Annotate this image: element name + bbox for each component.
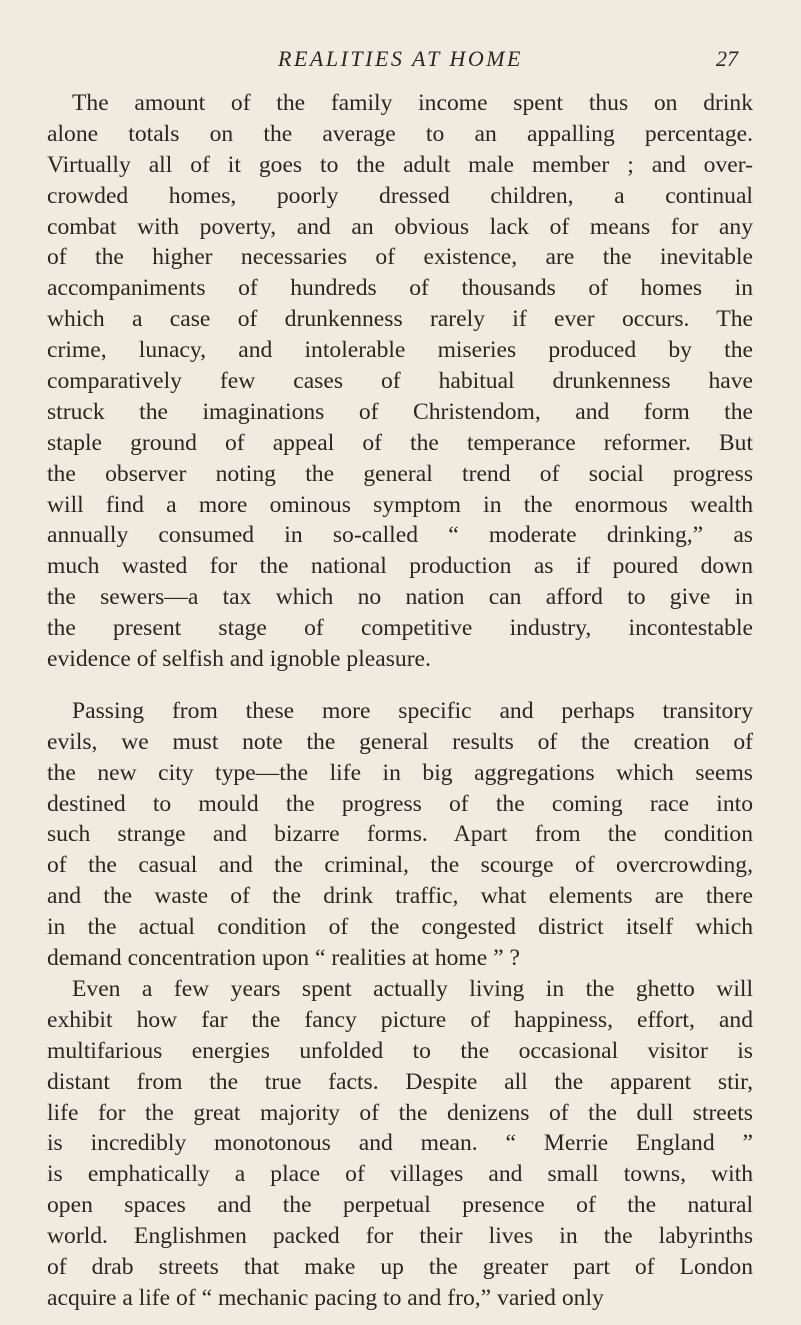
text-line: the sewers—a tax which no nation can afford to give in	[47, 584, 753, 611]
page-number: 27	[716, 46, 738, 71]
text-line: the present stage of competitive industry, incontestable	[47, 615, 753, 642]
text-line: annually consumed in so-called “ moderate drinking,” as	[47, 522, 753, 549]
text-line: world. Englishmen packed for their lives in the labyrinths	[47, 1223, 753, 1250]
text-line: multifarious energies unfolded to the occasional visitor is	[47, 1037, 753, 1064]
paragraph	[47, 88, 753, 675]
text-line: is emphatically a place of villages and small towns, with	[47, 1161, 753, 1188]
text-line: crowded homes, poorly dressed children, a continual	[47, 182, 753, 209]
text-line: accompaniments of hundreds of thousands of homes in	[47, 275, 753, 302]
text-line: of the higher necessaries of existence, are the inevitable	[47, 244, 753, 271]
text-line: of the casual and the criminal, the scourge of overcrowding,	[47, 852, 753, 879]
text-line: evils, we must note the general results of the creation of	[47, 728, 753, 755]
running-head	[0, 44, 801, 74]
text-line: distant from the true facts. Despite all the apparent stir,	[47, 1068, 753, 1095]
text-line: much wasted for the national production as if poured down	[47, 553, 753, 580]
text-line: and the waste of the drink traffic, what elements are there	[47, 883, 753, 910]
running-title: REALITIES AT HOME	[278, 46, 523, 71]
text-line: acquire a life of “ mechanic pacing to and fro,” varied only	[47, 1284, 604, 1311]
text-line: the observer noting the general trend of social progress	[47, 460, 753, 487]
text-line: exhibit how far the fancy picture of happiness, effort, and	[47, 1006, 753, 1033]
text-line: struck the imaginations of Christendom, and form the	[47, 398, 753, 425]
text-line: demand concentration upon “ realities at home ” ?	[47, 945, 520, 972]
text-line: Even a few years spent actually living in the ghetto will	[72, 975, 753, 1002]
text-line: such strange and bizarre forms. Apart from the condition	[47, 821, 753, 848]
text-line: will find a more ominous symptom in the enormous wealth	[47, 491, 753, 518]
text-line: The amount of the family income spent thus on drink	[72, 90, 753, 116]
text-line: alone totals on the average to an appalling percentage.	[47, 120, 753, 147]
text-line: is incredibly monotonous and mean. “ Merrie England ”	[47, 1130, 753, 1157]
text-line: destined to mould the progress of the coming race into	[47, 790, 753, 817]
text-line: of drab streets that make up the greater part of London	[47, 1253, 753, 1280]
text-line: combat with poverty, and an obvious lack of means for any	[47, 213, 753, 240]
text-line: crime, lunacy, and intolerable miseries produced by the	[47, 337, 753, 364]
text-line: staple ground of appeal of the temperance reformer. But	[47, 429, 753, 456]
text-line: evidence of selfish and ignoble pleasure.	[47, 646, 431, 673]
text-line: which a case of drunkenness rarely if ever occurs. The	[47, 306, 753, 333]
paragraph	[47, 974, 753, 1314]
text-line: open spaces and the perpetual presence of the natural	[47, 1192, 753, 1219]
text-line: comparatively few cases of habitual drunkenness have	[47, 368, 753, 395]
paragraph-gap	[47, 675, 753, 696]
body-text	[47, 88, 753, 1314]
text-line: in the actual condition of the congested district itself which	[47, 914, 753, 941]
paragraph	[47, 696, 753, 974]
text-line: Virtually all of it goes to the adult male member ; and over-	[47, 151, 753, 178]
text-line: the new city type—the life in big aggregations which seems	[47, 759, 753, 786]
text-line: life for the great majority of the denizens of the dull streets	[47, 1099, 753, 1126]
text-line: Passing from these more specific and perhaps transitory	[72, 697, 753, 724]
